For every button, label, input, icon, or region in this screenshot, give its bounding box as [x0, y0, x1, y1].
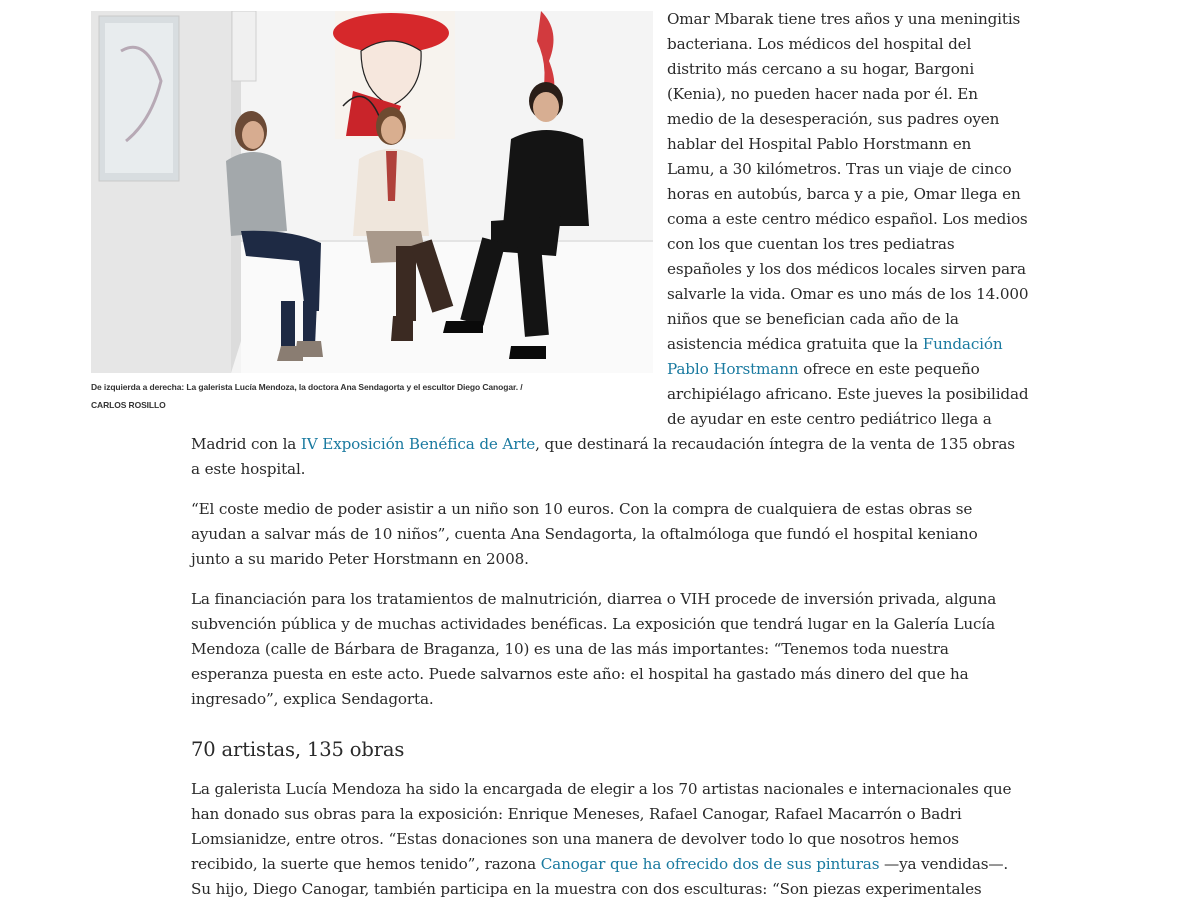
- caption-text: De izquierda a derecha: La galerista Lucía Mendoza, la doctora Ana Sendagorta y el escultor Diego Canogar. /: [91, 382, 523, 392]
- section-heading: 70 artistas, 135 obras: [191, 738, 405, 761]
- body-line: Su hijo, Diego Canogar, también participa en la muestra con dos esculturas: “Son piezas experimentales: [191, 880, 982, 898]
- intro-line: bacteriana. Los médicos del hospital del: [667, 35, 972, 53]
- body-text: Madrid con la: [191, 435, 301, 453]
- body-line: junto a su marido Peter Horstmann en 2008.: [191, 550, 529, 568]
- body-text: , que destinará la recaudación íntegra de la venta de 135 obras: [535, 435, 1015, 453]
- body-text: recibido, la suerte que hemos tenido”, razona: [191, 855, 541, 873]
- intro-line: de ayudar en este centro pediátrico llega a: [667, 410, 992, 428]
- body-line: a este hospital.: [191, 460, 306, 478]
- intro-line: distrito más cercano a su hogar, Bargoni: [667, 60, 975, 78]
- intro-line: españoles y los dos médicos locales sirven para: [667, 260, 1026, 278]
- body-line: subvención pública y de muchas actividades benéficas. La exposición que tendrá lugar en la Galería Lucía: [191, 615, 995, 633]
- body-line: “El coste medio de poder asistir a un niño son 10 euros. Con la compra de cualquiera de estas obras se: [191, 500, 973, 518]
- intro-line: archipiélago africano. Este jueves la posibilidad: [667, 385, 1029, 403]
- body-line: [191, 432, 1051, 457]
- intro-line: Lamu, a 30 kilómetros. Tras un viaje de cinco: [667, 160, 1012, 178]
- intro-line: salvarle la vida. Omar es uno más de los 14.000: [667, 285, 1029, 303]
- intro-line: (Kenia), no pueden hacer nada por él. En: [667, 85, 978, 103]
- body-line: Mendoza (calle de Bárbara de Braganza, 10) es una de las más importantes: “Tenemos toda nuestra: [191, 640, 949, 658]
- intro-continuation: [191, 432, 1051, 482]
- intro-line: coma a este centro médico español. Los medios: [667, 210, 1028, 228]
- intro-line: Omar Mbarak tiene tres años y una meningitis: [667, 10, 1021, 28]
- canogar-link[interactable]: Canogar que ha ofrecido dos de sus pinturas: [540, 855, 880, 873]
- body-text: —ya vendidas—.: [879, 855, 1009, 873]
- body-line: esperanza puesta en este acto. Puede salvarnos este año: el hospital ha gastado más dinero del que ha: [191, 665, 969, 683]
- paragraph-financing: [191, 587, 1051, 712]
- body-line: ayudan a salvar más de 10 niños”, cuenta Ana Sendagorta, la oftalmóloga que fundó el hospital keniano: [191, 525, 978, 543]
- intro-line: [667, 332, 1055, 357]
- intro-line: [667, 357, 1055, 382]
- article-body: [191, 432, 1051, 917]
- body-line: ingresado”, explica Sendagorta.: [191, 690, 434, 708]
- body-line: han donado sus obras para la exposición: Enrique Meneses, Rafael Canogar, Rafael Macarrón o Badri: [191, 805, 962, 823]
- paragraph-quote-cost: [191, 497, 1051, 572]
- intro-line: hablar del Hospital Pablo Horstmann en: [667, 135, 972, 153]
- fundacion-link[interactable]: Fundación: [922, 335, 1003, 353]
- article-figure: [91, 11, 653, 414]
- intro-line: horas en autobús, barca y a pie, Omar llega en: [667, 185, 1021, 203]
- body-line: La galerista Lucía Mendoza ha sido la encargada de elegir a los 70 artistas nacionales e internacionales que: [191, 780, 1012, 798]
- photo-caption: [91, 378, 651, 414]
- intro-line: medio de la desesperación, sus padres oyen: [667, 110, 1000, 128]
- intro-paragraph: [667, 7, 1055, 432]
- body-line: [191, 852, 1051, 877]
- intro-text: asistencia médica gratuita que la: [667, 335, 923, 353]
- exposicion-link[interactable]: IV Exposición Benéfica de Arte: [300, 435, 536, 453]
- fundacion-link-cont[interactable]: Pablo Horstmann: [667, 360, 799, 378]
- article-photo[interactable]: [91, 11, 653, 373]
- photo-illustration: [91, 11, 653, 373]
- intro-line: niños que se benefician cada año de la: [667, 310, 959, 328]
- photo-credit: CARLOS ROSILLO: [91, 400, 166, 410]
- intro-text: ofrece en este pequeño: [798, 360, 980, 378]
- intro-line: con los que cuentan los tres pediatras: [667, 235, 955, 253]
- body-line: Lomsianidze, entre otros. “Estas donaciones son una manera de devolver todo lo que nosotros hemos: [191, 830, 959, 848]
- paragraph-artists: [191, 777, 1051, 902]
- body-line: La financiación para los tratamientos de malnutrición, diarrea o VIH procede de inversión privada, alguna: [191, 590, 997, 608]
